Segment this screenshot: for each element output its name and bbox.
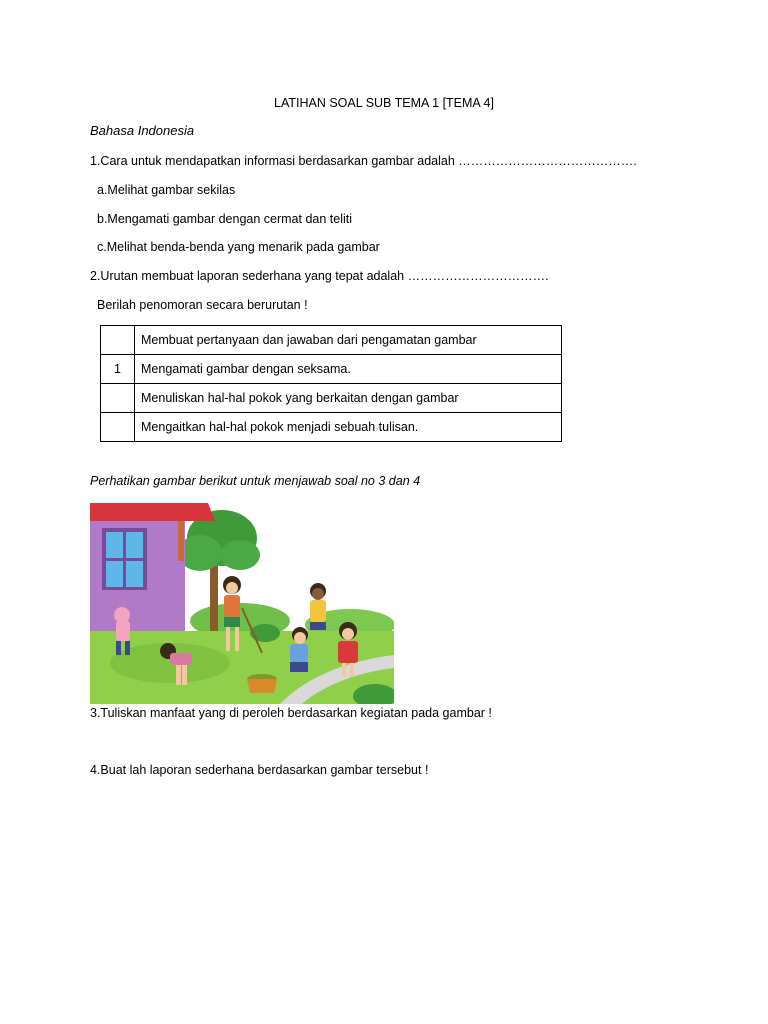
children-gardening-image <box>90 503 394 704</box>
subject-heading: Bahasa Indonesia <box>90 123 195 138</box>
ordering-table <box>100 325 562 442</box>
question-4: 4.Buat lah laporan sederhana berdasarkan gambar tersebut ! <box>90 763 429 777</box>
step-cell: Menuliskan hal-hal pokok yang berkaitan dengan gambar <box>135 384 562 413</box>
table-row <box>101 384 562 413</box>
order-number-cell[interactable] <box>101 413 135 442</box>
table-row <box>101 326 562 355</box>
page-title: LATIHAN SOAL SUB TEMA 1 [TEMA 4] <box>274 96 494 110</box>
table-row <box>101 355 562 384</box>
question-2-instruction: Berilah penomoran secara berurutan ! <box>97 298 308 312</box>
question-3: 3.Tuliskan manfaat yang di peroleh berdasarkan kegiatan pada gambar ! <box>90 706 492 720</box>
question-1-option-b: b.Mengamati gambar dengan cermat dan teliti <box>97 212 353 226</box>
table-row <box>101 413 562 442</box>
step-cell: Mengamati gambar dengan seksama. <box>135 355 562 384</box>
step-cell: Mengaitkan hal-hal pokok menjadi sebuah tulisan. <box>135 413 562 442</box>
gardening-illustration <box>90 503 394 704</box>
question-1-option-c: c.Melihat benda-benda yang menarik pada gambar <box>97 240 380 254</box>
step-cell: Membuat pertanyaan dan jawaban dari pengamatan gambar <box>135 326 562 355</box>
question-2: 2.Urutan membuat laporan sederhana yang tepat adalah ……………………………. <box>90 269 549 283</box>
order-number-cell[interactable] <box>101 326 135 355</box>
illustration-note: Perhatikan gambar berikut untuk menjawab soal no 3 dan 4 <box>90 474 421 488</box>
question-1-option-a: a.Melihat gambar sekilas <box>97 183 236 197</box>
order-number-cell[interactable]: 1 <box>101 355 135 384</box>
question-1: 1.Cara untuk mendapatkan informasi berdasarkan gambar adalah ……………………………………. <box>90 154 637 168</box>
order-number-cell[interactable] <box>101 384 135 413</box>
